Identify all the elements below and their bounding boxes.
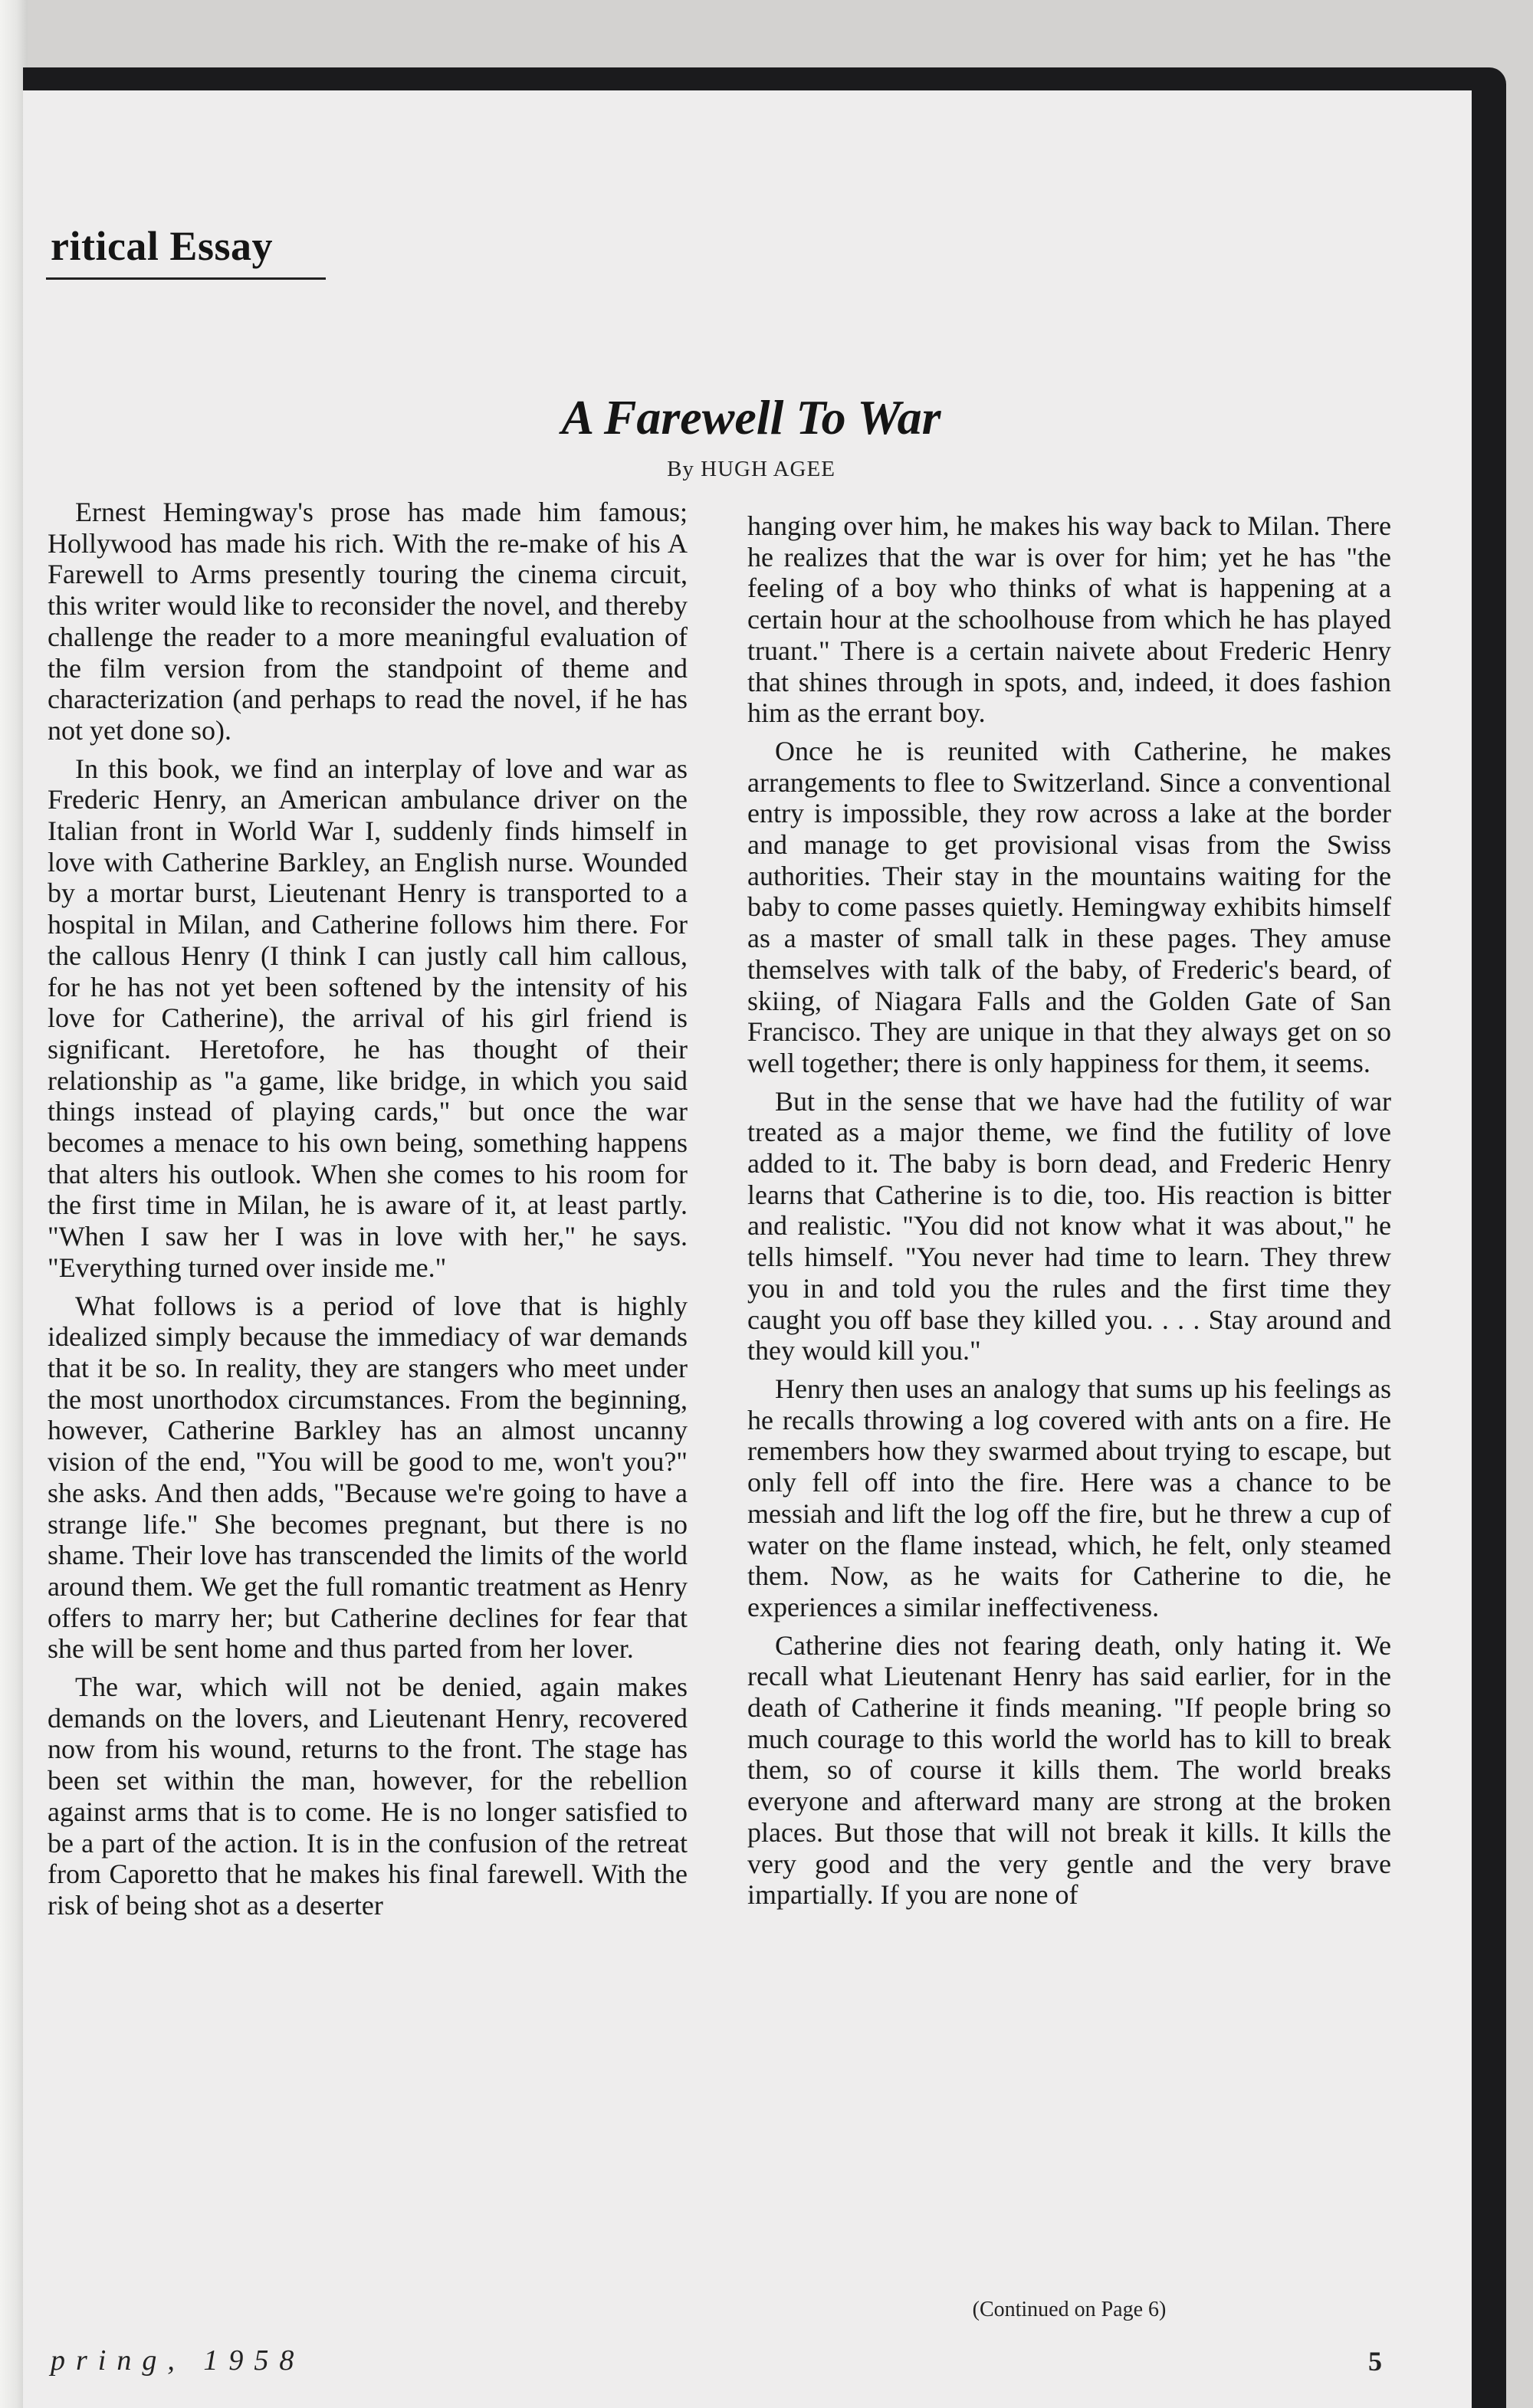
paragraph: Catherine dies not fearing death, only hating it. We recall what Lieutenant Henry has said earlier, for in the death of Catherine it finds meaning. "If people bring so much courage to this world the world has to kill to break them, so of course it kills them. The world breaks everyone and afterward many are strong at the broken places. But those that will not break it kills. It kills the very good and the very gentle and the very brave impartially. If you are none of bbox=[747, 1629, 1391, 1911]
magazine-page bbox=[23, 90, 1472, 2408]
article-title: A Farewell To War bbox=[561, 390, 941, 445]
left-column bbox=[48, 497, 688, 1928]
issue-date: pring, 1958 bbox=[51, 2344, 305, 2377]
paragraph: What follows is a period of love that is highly idealized simply because the immediacy of war demands that it be so. In reality, they are stangers who meet under the most unorthodox circumstances. From the beginning, however, Catherine Barkley has an almost uncanny vision of the end, "You will be good to me, won't you?" she asks. And then adds, "Because we're going to have a strange life." She becomes pregnant, but there is no shame. Their love has transcended the limits of the world around them. We get the full romantic treatment as Henry offers to marry her; but Catherine declines for fear that she will be sent home and thus parted from her lover. bbox=[48, 1290, 688, 1665]
paragraph: Henry then uses an analogy that sums up his feelings as he recalls throwing a log covered with ants on a fire. He remembers how they swarmed about trying to escape, but only fell off into the fire. Here was a chance to be messiah and lift the log off the fire, but he threw a cup of water on the flame instead, which, he felt, only steamed them. Now, as he waits for Catherine to die, he experiences a similar ineffectiveness. bbox=[747, 1373, 1391, 1622]
paragraph: The war, which will not be denied, again makes demands on the lovers, and Lieutenant Henry, recovered now from his wound, returns to the front. The stage has been set within the man, however, for the rebellion against arms that is to come. He is no longer satisfied to be a part of the action. It is in the confusion of the retreat from Caporetto that he makes his final farewell. With the risk of being shot as a deserter bbox=[48, 1671, 688, 1921]
continued-note: (Continued on Page 6) bbox=[972, 2298, 1167, 2321]
section-rule bbox=[46, 277, 326, 280]
paragraph: But in the sense that we have had the futility of war treated as a major theme, we find the futility of love added to it. The baby is born dead, and Frederic Henry learns that Catherine is to die, too. His reaction is bitter and realistic. "You did not know what it was about," he tells himself. "You never had time to learn. They threw you in and told you the rules and the first time they caught you off base they killed you. . . . Stay around and they would kill you." bbox=[747, 1085, 1391, 1366]
byline: By HUGH AGEE bbox=[667, 457, 835, 481]
paragraph: Ernest Hemingway's prose has made him famous; Hollywood has made his rich. With the re-make of his A Farewell to Arms presently touring the cinema circuit, this writer would like to reconsider the novel, and thereby challenge the reader to a more meaningful evaluation of the film version from the standpoint of theme and characterization (and perhaps to read the novel, if he has not yet done so). bbox=[48, 497, 688, 746]
paragraph: hanging over him, he makes his way back to Milan. There he realizes that the war is over for him; yet he has "the feeling of a boy who thinks of what is happening at a certain hour at the schoolhouse from which he has played truant." There is a certain naivete about Frederic Henry that shines through in spots, and, indeed, it does fashion him as the errant boy. bbox=[747, 510, 1391, 729]
right-column bbox=[747, 510, 1391, 1918]
section-label: ritical Essay bbox=[51, 223, 273, 269]
paragraph: Once he is reunited with Catherine, he makes arrangements to flee to Switzerland. Since a conventional entry is impossible, they row across a lake at the border and manage to get provisional visas from the Swiss authorities. Their stay in the mountains waiting for the baby to come passes quietly. Hemingway exhibits himself as a master of small talk in these pages. They amuse themselves with talk of the baby, of Frederic's beard, of skiing, of Niagara Falls and the Golden Gate of San Francisco. They are unique in that they always get on so well together; there is only happiness for them, it seems. bbox=[747, 735, 1391, 1078]
page-number: 5 bbox=[1368, 2346, 1382, 2377]
paragraph: In this book, we find an interplay of love and war as Frederic Henry, an American ambulance driver on the Italian front in World War I, suddenly finds himself in love with Catherine Barkley, an English nurse. Wounded by a mortar burst, Lieutenant Henry is transported to a hospital in Milan, and Catherine follows him there. For the callous Henry (I think I can justly call him callous, for he has not yet been softened by the intensity of his love for Catherine), the arrival of his girl friend is significant. Heretofore, he has thought of their relationship as "a game, like bridge, in which you said things instead of playing cards," but once the war becomes a menace to his own being, something happens that alters his outlook. When she comes to his room for the first time in Milan, he is aware of it, at least partly. "When I saw her I was in love with her," he says. "Everything turned over inside me." bbox=[48, 753, 688, 1283]
